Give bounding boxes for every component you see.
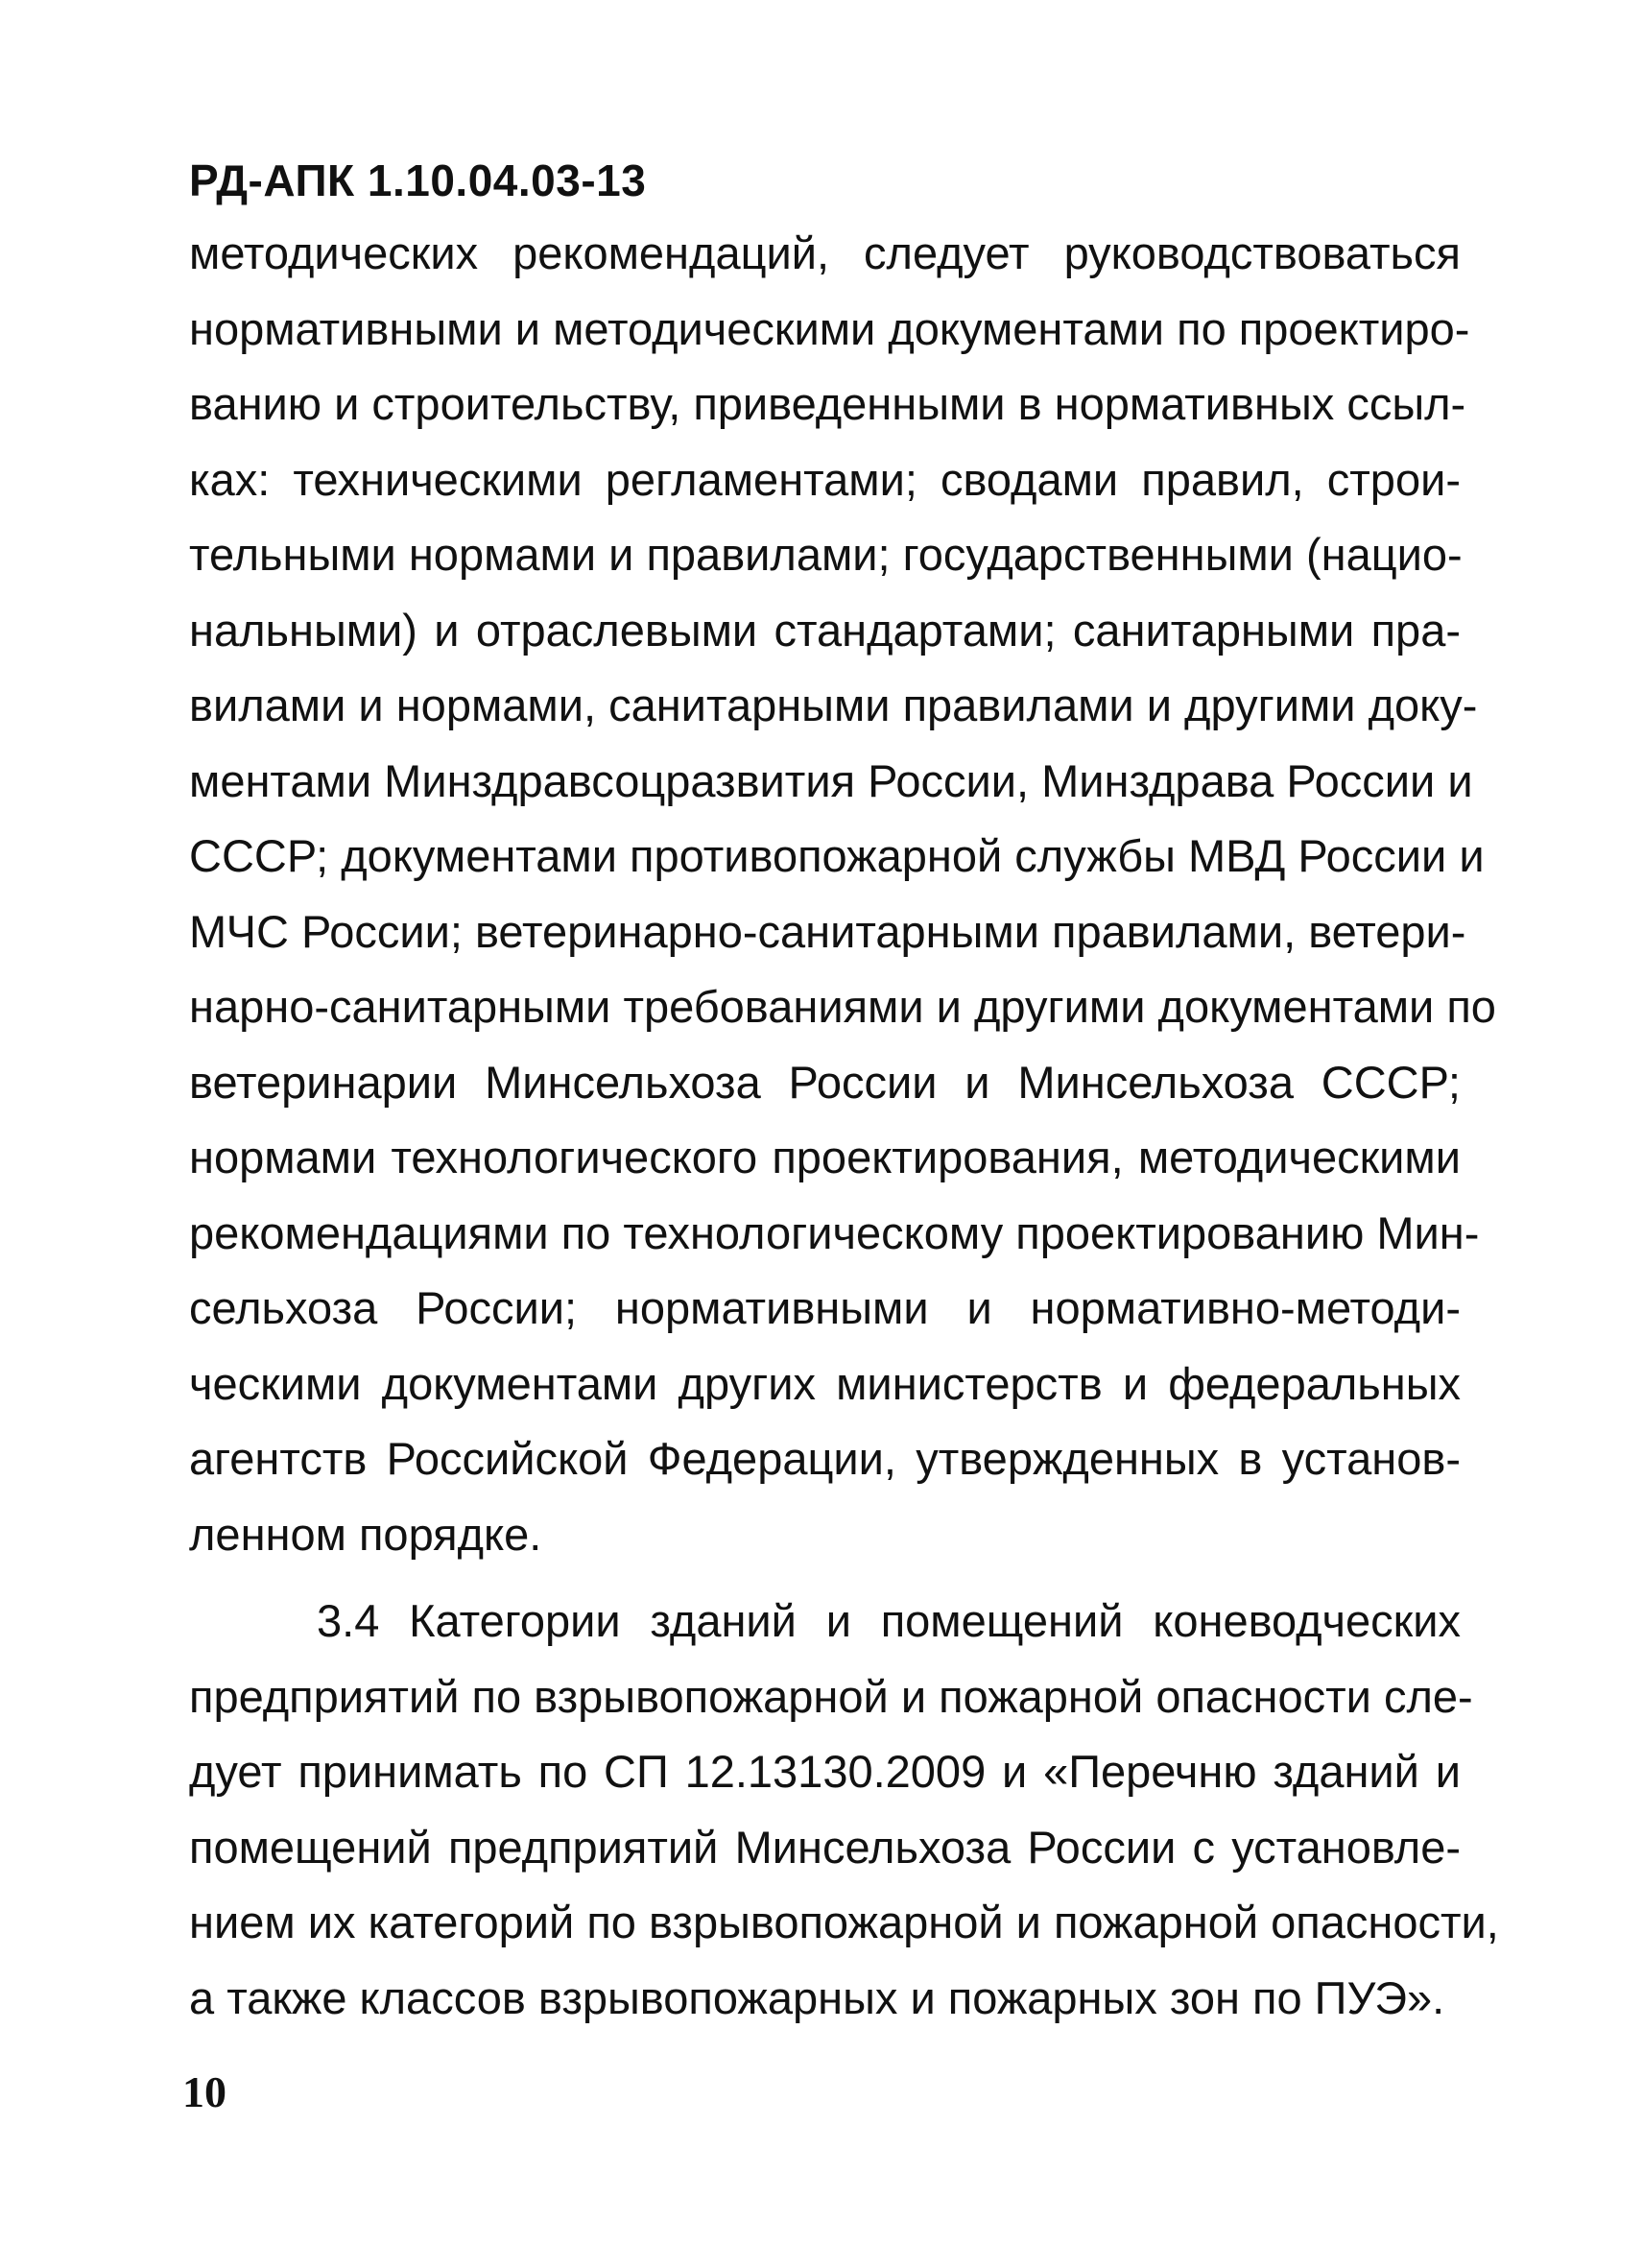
paragraph-1	[189, 216, 1496, 1572]
text-line: МЧС России; ветеринарно-санитарными правилами, ветери-	[189, 905, 1466, 957]
text-line: 3.4 Категории зданий и помещений коневодческих	[317, 1595, 1461, 1646]
text-line: агентств Российской Федерации, утвержденных в установ-	[189, 1433, 1461, 1484]
text-line: сельхоза России; нормативными и нормативно-методи-	[189, 1282, 1461, 1333]
text-line: нальными) и отраслевыми стандартами; санитарными пра-	[189, 604, 1461, 656]
text-line: ческими документами других министерств и федеральных	[189, 1357, 1461, 1409]
text-line: помещений предприятий Минсельхоза России с установле-	[189, 1821, 1461, 1873]
paragraph-gap	[189, 1572, 1461, 1584]
text-line: нарно-санитарными требованиями и другими документами по	[189, 981, 1496, 1032]
text-line: рекомендациями по технологическому проектированию Мин-	[189, 1206, 1480, 1258]
text-line: вилами и нормами, санитарными правилами и другими доку-	[189, 680, 1478, 730]
text-line: методических рекомендаций, следует руководствоваться	[189, 227, 1461, 278]
text-line: предприятий по взрывопожарной и пожарной опасности сле-	[189, 1670, 1473, 1722]
text-line: ленном порядке.	[189, 1508, 542, 1560]
text-line: нормативными и методическими документами по проектиро-	[189, 302, 1470, 354]
text-line: а также классов взрывопожарных и пожарных зон по ПУЭ».	[189, 1971, 1445, 2023]
text-line: нием их категорий по взрывопожарной и пожарной опасности,	[189, 1897, 1499, 1947]
text-line: тельными нормами и правилами; государственными (нацио-	[189, 529, 1463, 580]
text-line: ментами Минздравсоцразвития России, Минздрава России и	[189, 754, 1473, 806]
text-line: ванию и строительству, приведенными в нормативных ссыл-	[189, 378, 1466, 429]
text-line: СССР; документами противопожарной службы МВД России и	[189, 830, 1485, 881]
text-line: дует принимать по СП 12.13130.2009 и «Перечню зданий и	[189, 1746, 1461, 1797]
text-line: ках: техническими регламентами; сводами правил, строи-	[189, 453, 1461, 505]
page-number: 10	[182, 2067, 226, 2116]
document-code: РД-АПК 1.10.04.03-13	[189, 155, 647, 205]
body-text	[189, 216, 1499, 2036]
text-line: ветеринарии Минсельхоза России и Минсельхоза СССР;	[189, 1056, 1461, 1108]
paragraph-2	[189, 1584, 1499, 2036]
text-line: нормами технологического проектирования, методическими	[189, 1132, 1461, 1182]
